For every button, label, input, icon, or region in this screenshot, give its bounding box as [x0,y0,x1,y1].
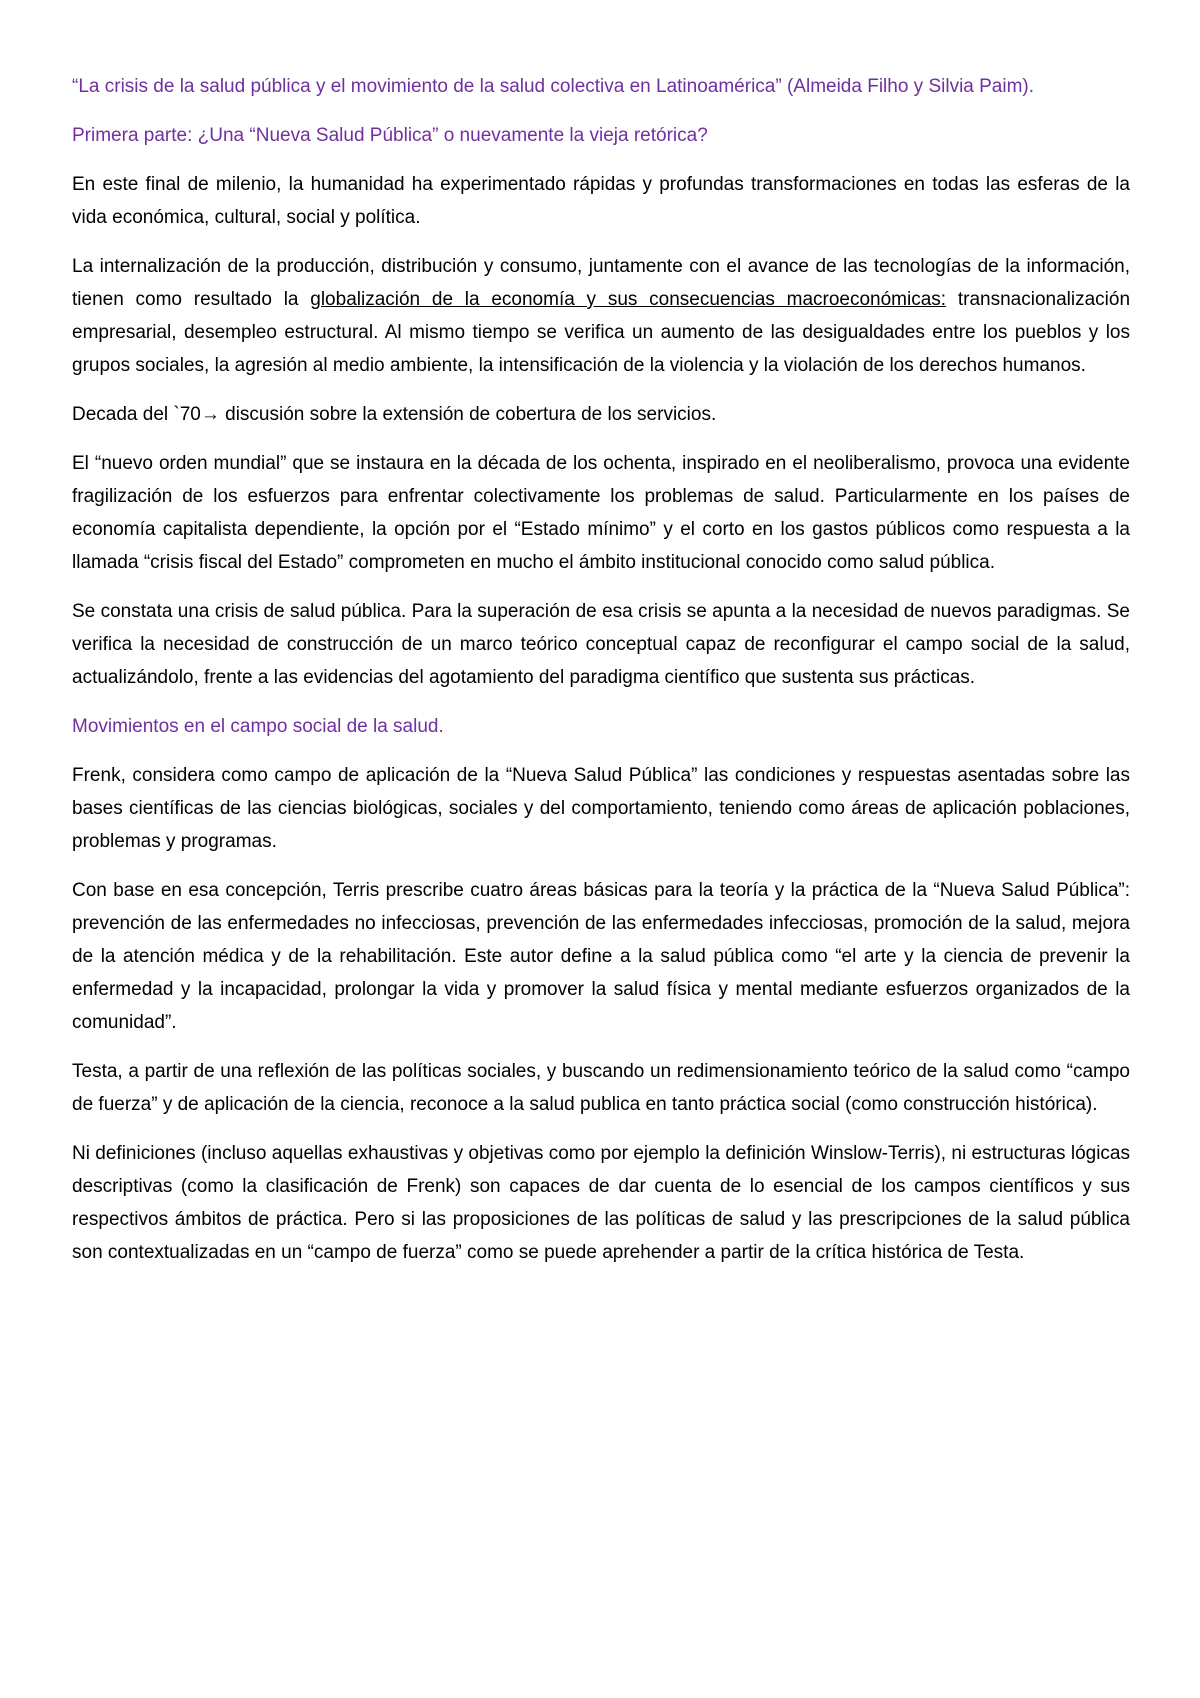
paragraph-2-underlined: globalización de la economía y sus consecuencias macroeconómicas: [310,289,947,310]
paragraph-6: Frenk, considera como campo de aplicación de la “Nueva Salud Pública” las condiciones y respuestas asentadas sobre las bases científicas de las ciencias biológicas, sociales y del comportamiento, teniendo como áreas de aplicación poblaciones, problemas y programas. [72,765,1130,852]
paragraph-1: En este final de milenio, la humanidad ha experimentado rápidas y profundas transformaciones en todas las esferas de la vida económica, cultural, social y política. [72,174,1130,228]
paragraph-7: Con base en esa concepción, Terris prescribe cuatro áreas básicas para la teoría y la práctica de la “Nueva Salud Pública”: prevención de las enfermedades no infecciosas, prevención de las enfermedades infecciosas, promoción de la salud, mejora de la atención médica y de la rehabilitación. Este autor define a la salud pública como “el arte y la ciencia de prevenir la enfermedad y la incapacidad, prolongar la vida y promover la salud física y mental mediante esfuerzos organizados de la comunidad”. [72,880,1130,1033]
paragraph-5: Se constata una crisis de salud pública. Para la superación de esa crisis se apunta a la necesidad de nuevos paradigmas. Se verifica la necesidad de construcción de un marco teórico conceptual capaz de reconfigurar el campo social de la salud, actualizándolo, frente a las evidencias del agotamiento del paradigma científico que sustenta sus prácticas. [72,601,1130,688]
paragraph-3: Decada del `70→ discusión sobre la extensión de cobertura de los servicios. [72,404,717,425]
paragraph-2-part-a: La internalización de la producción, distribución y consumo, juntamente con el avance de las tecnologías de la información, tienen como resultado la [72,256,1130,310]
paragraph-2-part-b: transnacionalización empresarial, desempleo estructural. Al mismo tiempo se verifica un aumento de las desigualdades entre los pueblos y los grupos sociales, la agresión al medio ambiente, la intensificación de la violencia y la violación de los derechos humanos. [72,289,1131,376]
paragraph-2 [72,250,1130,382]
paragraph-4: El “nuevo orden mundial” que se instaura en la década de los ochenta, inspirado en el neoliberalismo, provoca una evidente fragilización de los esfuerzos para enfrentar colectivamente los problemas de salud. Particularmente en los países de economía capitalista dependiente, la opción por el “Estado mínimo” y el corto en los gastos públicos como respuesta a la llamada “crisis fiscal del Estado” comprometen en mucho el ámbito institucional conocido como salud pública. [72,453,1130,573]
paragraph-9: Ni definiciones (incluso aquellas exhaustivas y objetivas como por ejemplo la definición Winslow-Terris), ni estructuras lógicas descriptivas (como la clasificación de Frenk) son capaces de dar cuenta de lo esencial de los campos científicos y sus respectivos ámbitos de práctica. Pero si las proposiciones de las políticas de salud y las prescripciones de la salud pública son contextualizadas en un “campo de fuerza” como se puede aprehender a partir de la crítica histórica de Testa. [72,1143,1130,1263]
section-heading-movimientos: Movimientos en el campo social de la salud. [72,716,444,737]
section-heading-primera-parte: Primera parte: ¿Una “Nueva Salud Pública” o nuevamente la vieja retórica? [72,125,708,146]
document-title: “La crisis de la salud pública y el movimiento de la salud colectiva en Latinoamérica” (Almeida Filho y Silvia Paim). [72,76,1035,97]
document-page [72,70,1130,1285]
paragraph-8: Testa, a partir de una reflexión de las políticas sociales, y buscando un redimensionamiento teórico de la salud como “campo de fuerza” y de aplicación de la ciencia, reconoce a la salud publica en tanto práctica social (como construcción histórica). [72,1061,1130,1115]
